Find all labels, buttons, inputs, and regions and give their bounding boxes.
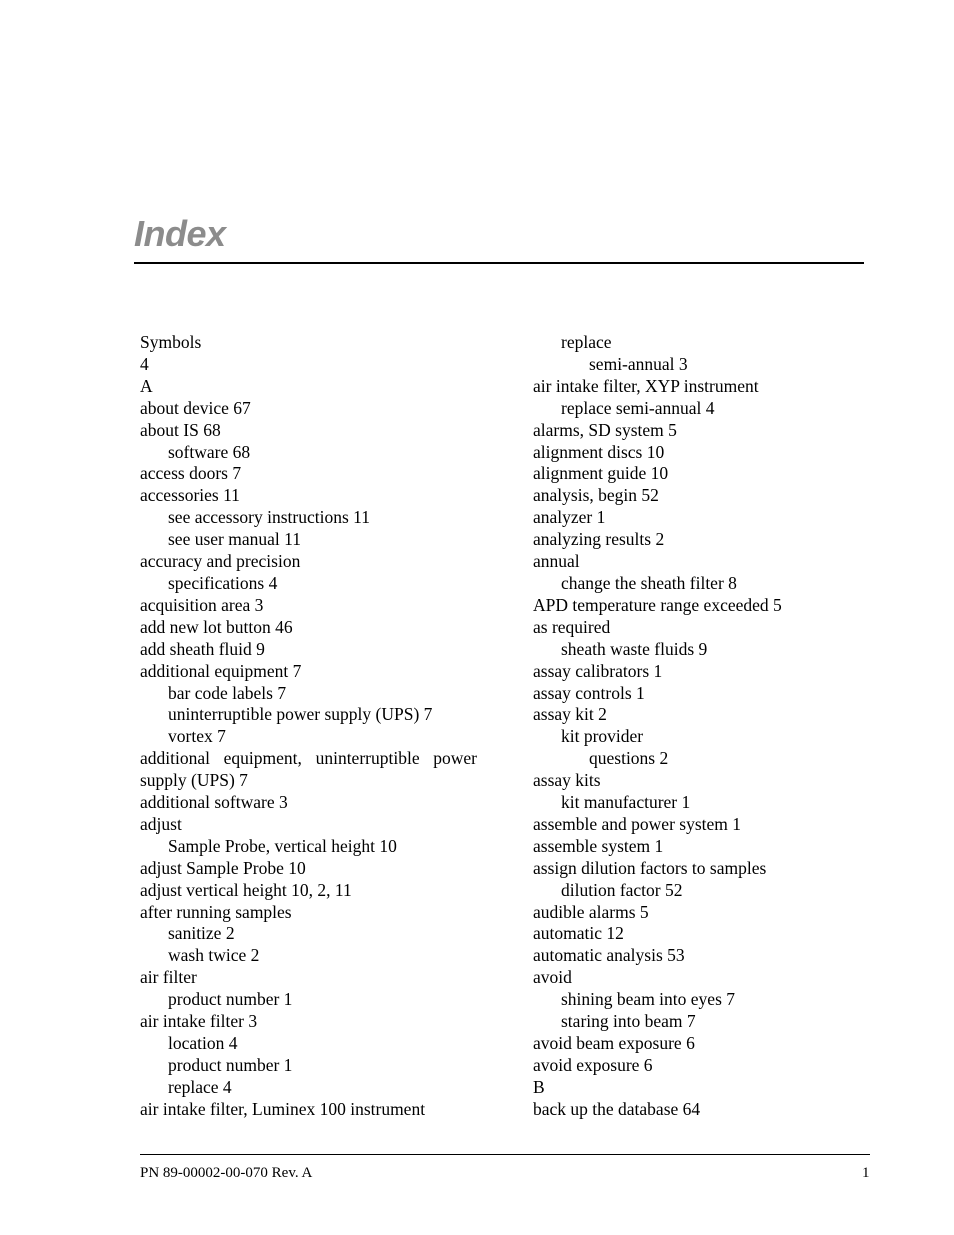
index-entry: wash twice 2 (168, 945, 260, 966)
index-entry: annual (533, 551, 580, 572)
index-entry: additional software 3 (140, 792, 288, 813)
index-entry: assign dilution factors to samples (533, 857, 767, 878)
index-entry: air intake filter, XYP instrument (533, 375, 759, 396)
index-column-right (533, 332, 878, 1121)
index-entry: Sample Probe, vertical height 10 (168, 835, 397, 856)
index-entry: analysis, begin 52 (533, 485, 659, 506)
index-entry: air intake filter 3 (140, 1011, 258, 1032)
index-entry: software 68 (168, 441, 251, 462)
index-entry: accessories 11 (140, 485, 240, 506)
index-entry: audible alarms 5 (533, 901, 649, 922)
index-entry: product number 1 (168, 1054, 293, 1075)
page-title: Index (134, 213, 226, 254)
index-entry: automatic analysis 53 (533, 945, 685, 966)
index-entry: add new lot button 46 (140, 616, 293, 637)
index-entry: bar code labels 7 (168, 682, 287, 703)
index-entry: Symbols (140, 332, 202, 352)
index-entry: location 4 (168, 1033, 238, 1053)
index-entry: back up the database 64 (533, 1098, 701, 1119)
index-entry: alarms, SD system 5 (533, 419, 677, 440)
index-entry: assay kit 2 (533, 704, 607, 725)
index-entry: 4 (140, 353, 149, 374)
index-entry: about IS 68 (140, 419, 221, 440)
index-entry: automatic 12 (533, 923, 624, 944)
index-entry: product number 1 (168, 989, 293, 1010)
index-entry: questions 2 (589, 748, 669, 769)
index-entry: see user manual 11 (168, 529, 301, 550)
index-entry: replace (561, 332, 612, 352)
index-entry: add sheath fluid 9 (140, 638, 265, 659)
index-entry: assay kits (533, 770, 601, 791)
index-entry: B (533, 1076, 545, 1097)
index-entry: accuracy and precision (140, 551, 301, 572)
index-entry: staring into beam 7 (561, 1011, 696, 1032)
index-entry: change the sheath filter 8 (561, 572, 737, 593)
index-entry: about device 67 (140, 397, 251, 418)
index-entry: assay controls 1 (533, 682, 645, 703)
index-entry: avoid exposure 6 (533, 1054, 653, 1075)
index-entry: alignment discs 10 (533, 441, 665, 462)
index-entry: semi-annual 3 (589, 353, 688, 374)
index-entry: air filter (140, 967, 197, 988)
index-entry: adjust vertical height 10, 2, 11 (140, 879, 352, 900)
index-entry: kit provider (561, 726, 644, 747)
index-entry: A (140, 375, 153, 396)
index-entry: assemble and power system 1 (533, 813, 742, 834)
footer-page-number: 1 (862, 1165, 870, 1181)
index-entry: adjust Sample Probe 10 (140, 857, 306, 878)
footer-divider (140, 1154, 870, 1155)
index-entry: air intake filter, Luminex 100 instrument (140, 1098, 426, 1119)
index-entry: analyzer 1 (533, 507, 606, 528)
index-entry: replace 4 (168, 1076, 232, 1097)
index-entry: alignment guide 10 (533, 463, 669, 484)
index-entry: avoid (533, 967, 572, 988)
index-entry: additional equipment, uninterruptible power supply (UPS) 7 (140, 748, 477, 791)
index-entry: access doors 7 (140, 463, 242, 484)
index-entry: analyzing results 2 (533, 529, 665, 550)
index-entry: shining beam into eyes 7 (561, 989, 736, 1010)
footer-part-number: PN 89-00002-00-070 Rev. A (140, 1165, 313, 1181)
index-entry: replace semi-annual 4 (561, 397, 715, 418)
index-entry: sanitize 2 (168, 923, 235, 944)
index-entry: uninterruptible power supply (UPS) 7 (168, 704, 433, 725)
index-entry: as required (533, 616, 611, 637)
index-entry: assemble system 1 (533, 835, 664, 856)
index-entry: avoid beam exposure 6 (533, 1033, 695, 1053)
index-entry: see accessory instructions 11 (168, 507, 371, 528)
index-entry: sheath waste fluids 9 (561, 638, 708, 659)
index-entry: kit manufacturer 1 (561, 792, 691, 813)
index-entry: specifications 4 (168, 572, 278, 593)
index-column-left (140, 332, 485, 1121)
index-entry: additional equipment 7 (140, 660, 302, 681)
index-entry: assay calibrators 1 (533, 660, 663, 681)
index-entry: acquisition area 3 (140, 594, 264, 615)
index-entry: APD temperature range exceeded 5 (533, 594, 782, 615)
index-entry: vortex 7 (168, 726, 226, 747)
title-divider (134, 262, 864, 264)
index-entry: dilution factor 52 (561, 879, 683, 900)
index-entry: after running samples (140, 901, 292, 922)
index-entry: adjust (140, 813, 182, 834)
